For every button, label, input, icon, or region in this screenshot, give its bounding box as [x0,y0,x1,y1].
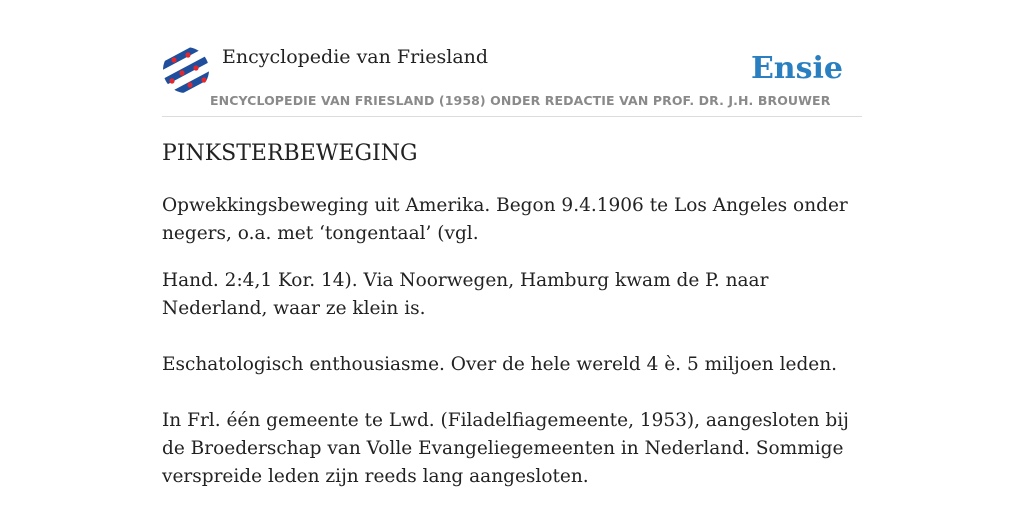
article-paragraph-4: In Frl. één gemeente te Lwd. (Filadelfiagemeente, 1953), aangesloten bij de Broederschap van Volle Evangeliegemeenten in Nederland. Sommige verspreide leden zijn reeds lang aangesloten. [162,410,849,487]
article-paragraph-3: Eschatologisch enthousiasme. Over de hele wereld 4 è. 5 miljoen leden. [162,354,838,375]
article-title: PINKSTERBEWEGING [162,141,418,166]
frisian-flag-icon [162,47,210,93]
ensie-logo-link[interactable]: Ensie [750,51,843,86]
article-paragraph-2: Hand. 2:4,1 Kor. 14). Via Noorwegen, Hamburg kwam de P. naar Nederland, waar ze klein is. [162,270,769,319]
source-subtitle: ENCYCLOPEDIE VAN FRIESLAND (1958) ONDER REDACTIE VAN PROF. DR. J.H. BROUWER [210,93,831,108]
page-header [162,40,862,117]
article-paragraph-1: Opwekkingsbeweging uit Amerika. Begon 9.4.1906 te Los Angeles onder negers, o.a. met ‘tongentaal’ (vgl. [162,195,848,244]
source-title: Encyclopedie van Friesland [222,46,489,68]
